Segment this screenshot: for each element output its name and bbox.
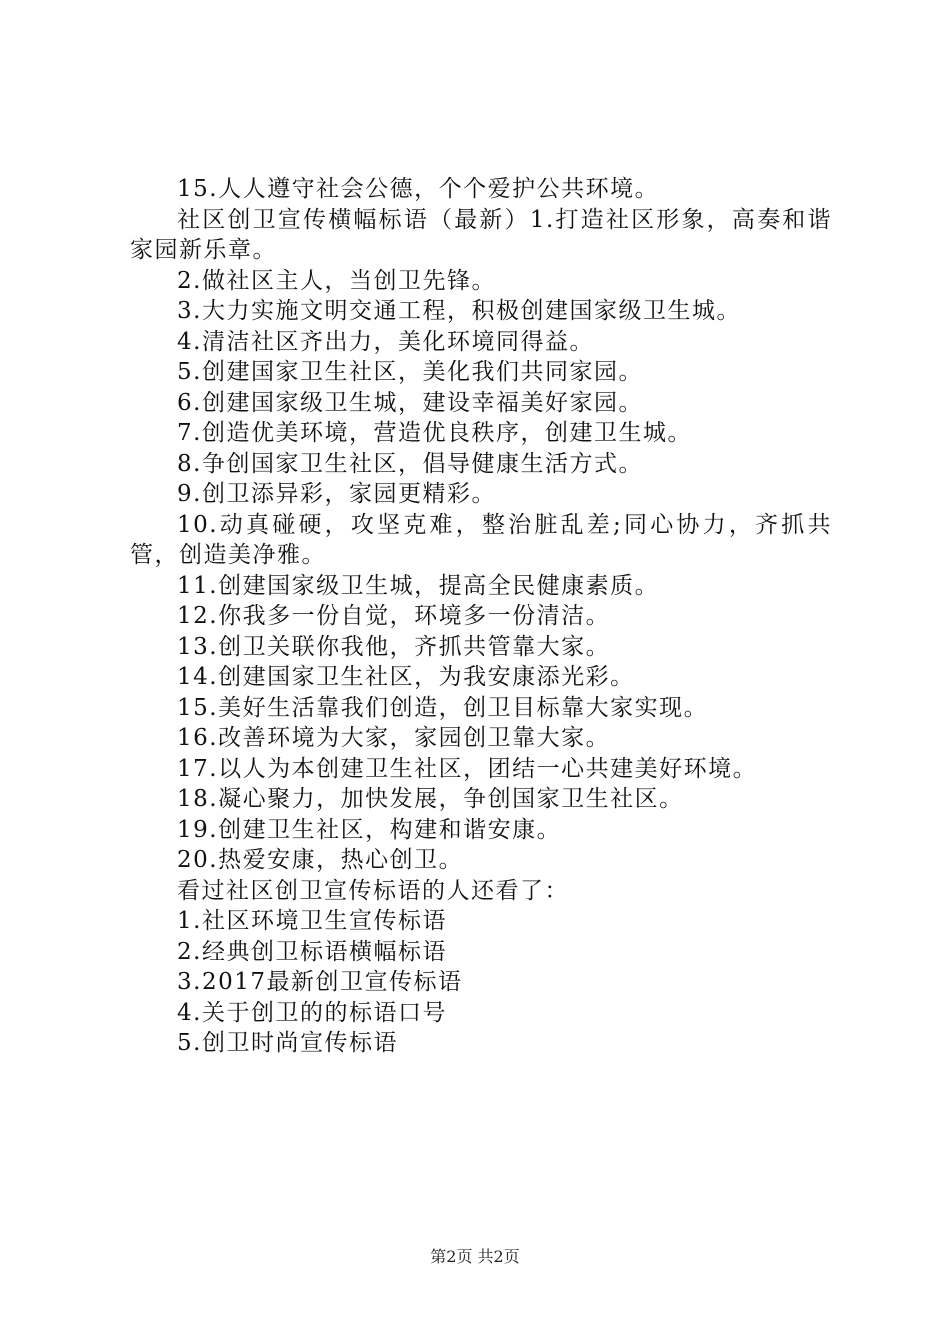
- paragraph: 12.你我多一份自觉，环境多一份清洁。: [177, 603, 611, 629]
- paragraph: 6.创建国家级卫生城，建设幸福美好家园。: [177, 389, 643, 416]
- paragraph: 15.人人遵守社会公德，个个爱护公共环境。: [177, 176, 660, 202]
- paragraph: 15.美好生活靠我们创造，创卫目标靠大家实现。: [177, 694, 709, 721]
- paragraph: 1.社区环境卫生宣传标语: [177, 908, 447, 934]
- paragraph: 18.凝心聚力，加快发展，争创国家卫生社区。: [177, 786, 684, 812]
- paragraph: 5.创建国家卫生社区，美化我们共同家园。: [177, 359, 643, 385]
- paragraph: 16.改善环境为大家，家园创卫靠大家。: [177, 725, 611, 751]
- paragraph: 20.热爱安康，热心创卫。: [177, 847, 464, 873]
- document-body: [130, 174, 832, 1059]
- paragraph: 14.创建国家卫生社区，为我安康添光彩。: [177, 664, 635, 690]
- paragraph: 5.创卫时尚宣传标语: [177, 1030, 398, 1056]
- paragraph: 4.清洁社区齐出力，美化环境同得益。: [177, 328, 594, 355]
- paragraph: 3.大力实施文明交通工程，积极创建国家级卫生城。: [177, 298, 741, 324]
- page-number-footer: 第2页 共2页: [430, 1247, 520, 1266]
- paragraph: 13.创卫关联你我他，齐抓共管靠大家。: [177, 633, 611, 660]
- paragraph: 7.创造优美环境，营造优良秩序，创建卫生城。: [177, 420, 692, 446]
- paragraph: 4.关于创卫的的标语口号: [177, 999, 447, 1026]
- paragraph: 2.做社区主人，当创卫先锋。: [177, 267, 496, 294]
- paragraph: 9.创卫添异彩，家园更精彩。: [177, 481, 496, 507]
- paragraph: 17.以人为本创建卫生社区，团结一心共建美好环境。: [177, 755, 758, 782]
- paragraph: 8.争创国家卫生社区，倡导健康生活方式。: [177, 450, 643, 477]
- paragraph: 11.创建国家级卫生城，提高全民健康素质。: [177, 572, 660, 599]
- paragraph: 19.创建卫生社区，构建和谐安康。: [177, 816, 562, 843]
- paragraph: 2.经典创卫标语横幅标语: [177, 938, 447, 965]
- paragraph: 看过社区创卫宣传标语的人还看了：: [177, 877, 569, 904]
- paragraph: 社区创卫宣传横幅标语（最新）1.打造社区形象，高奏和谐家园新乐章。: [130, 206, 832, 263]
- paragraph: 3.2017最新创卫宣传标语: [177, 969, 463, 995]
- paragraph: 10.动真碰硬，攻坚克难，整治脏乱差;同心协力，齐抓共管，创造美净雅。: [130, 511, 832, 568]
